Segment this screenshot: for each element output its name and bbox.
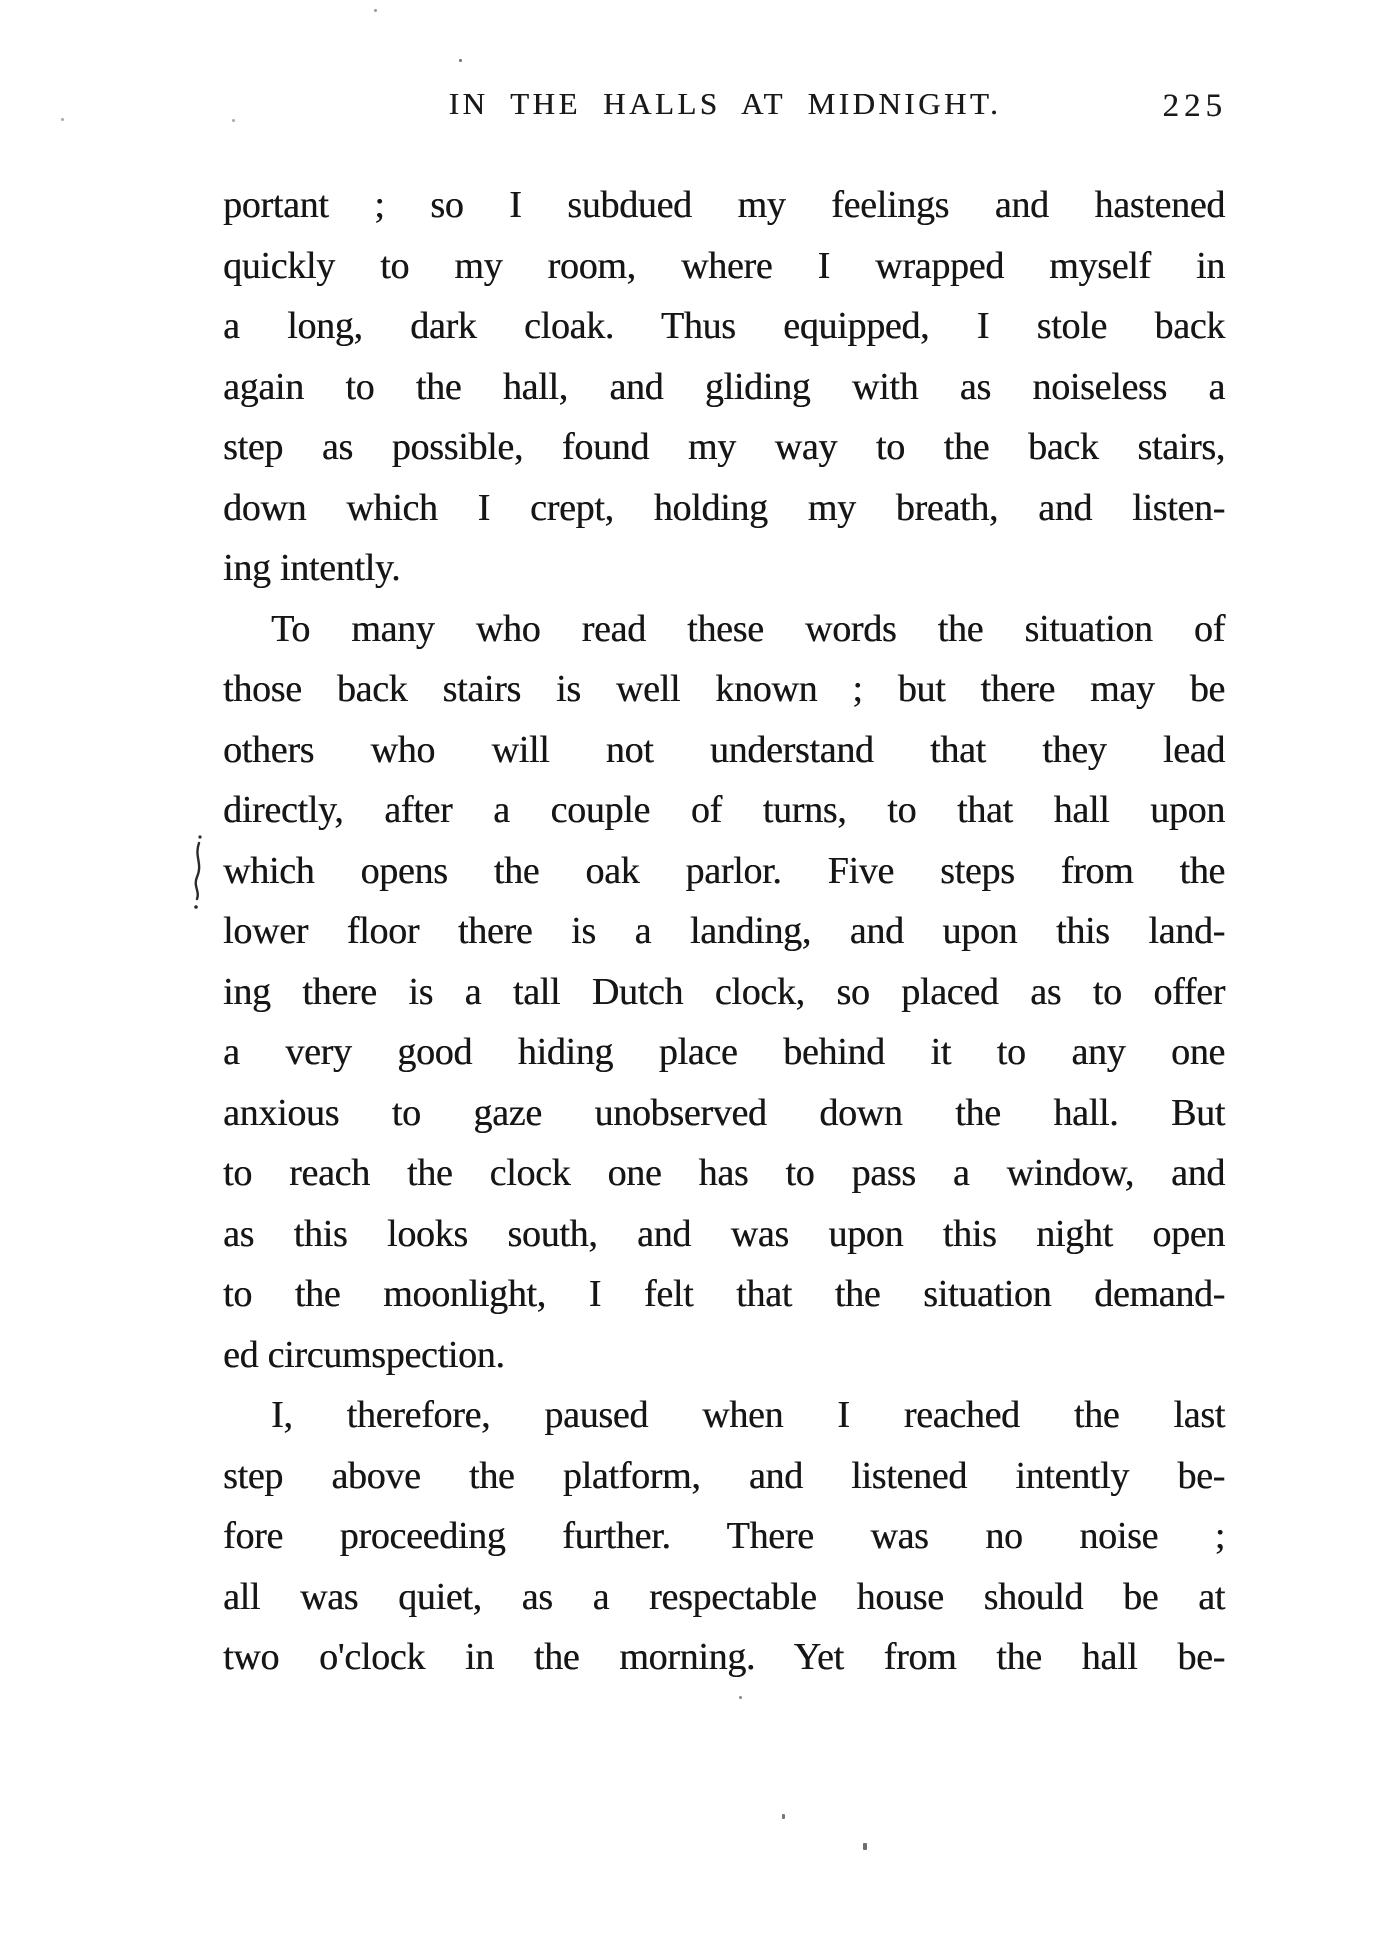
text-line: step above the platform, and listened intently be- (223, 1454, 1225, 1497)
text-line: which opens the oak parlor. Five steps from the (223, 849, 1225, 892)
text-line: those back stairs is well known ; but there may be (223, 668, 1225, 710)
ink-speck (374, 9, 377, 12)
text-line: a very good hiding place behind it to any one (223, 1031, 1225, 1073)
text-line: to reach the clock one has to pass a window, and (223, 1152, 1225, 1194)
text-line: step as possible, found my way to the back stairs, (223, 426, 1225, 468)
text-line: as this looks south, and was upon this night open (223, 1212, 1225, 1255)
ink-speck (739, 1696, 742, 1699)
text-line: a long, dark cloak. Thus equipped, I stole back (223, 305, 1225, 347)
text-line: down which I crept, holding my breath, and listen- (223, 486, 1225, 529)
ink-speck (232, 119, 235, 122)
running-title: IN THE HALLS AT MIDNIGHT. (448, 86, 1002, 121)
text-line: portant ; so I subdued my feelings and hastened (223, 184, 1225, 226)
text-line: others who will not understand that they lead (223, 728, 1225, 771)
ink-speck (863, 1843, 867, 1850)
text-line: to the moonlight, I felt that the situation demand- (223, 1273, 1225, 1315)
text-line: To many who read these words the situation of (271, 607, 1225, 650)
ink-speck (782, 1814, 785, 1819)
text-line: all was quiet, as a respectable house should be at (223, 1575, 1225, 1618)
text-line: directly, after a couple of turns, to that hall upon (223, 789, 1225, 831)
page-header (223, 86, 1227, 130)
text-line: again to the hall, and gliding with as noiseless a (223, 365, 1225, 408)
body-text (223, 175, 1225, 1688)
text-line: fore proceeding further. There was no noise ; (223, 1515, 1225, 1557)
text-line: quickly to my room, where I wrapped myself in (223, 244, 1225, 287)
text-line: ed circumspection. (223, 1333, 505, 1376)
text-line: two o'clock in the morning. Yet from the hall be- (223, 1636, 1225, 1678)
text-line: I, therefore, paused when I reached the last (271, 1394, 1225, 1436)
page-number: 225 (1162, 88, 1227, 124)
text-line: ing intently. (223, 547, 401, 589)
text-line: anxious to gaze unobserved down the hall. But (223, 1091, 1225, 1134)
ink-speck (61, 118, 64, 121)
text-line: ing there is a tall Dutch clock, so placed as to offer (223, 970, 1225, 1013)
text-line: lower floor there is a landing, and upon this land- (223, 910, 1225, 952)
margin-ink-mark (190, 833, 208, 913)
ink-speck (459, 59, 462, 62)
